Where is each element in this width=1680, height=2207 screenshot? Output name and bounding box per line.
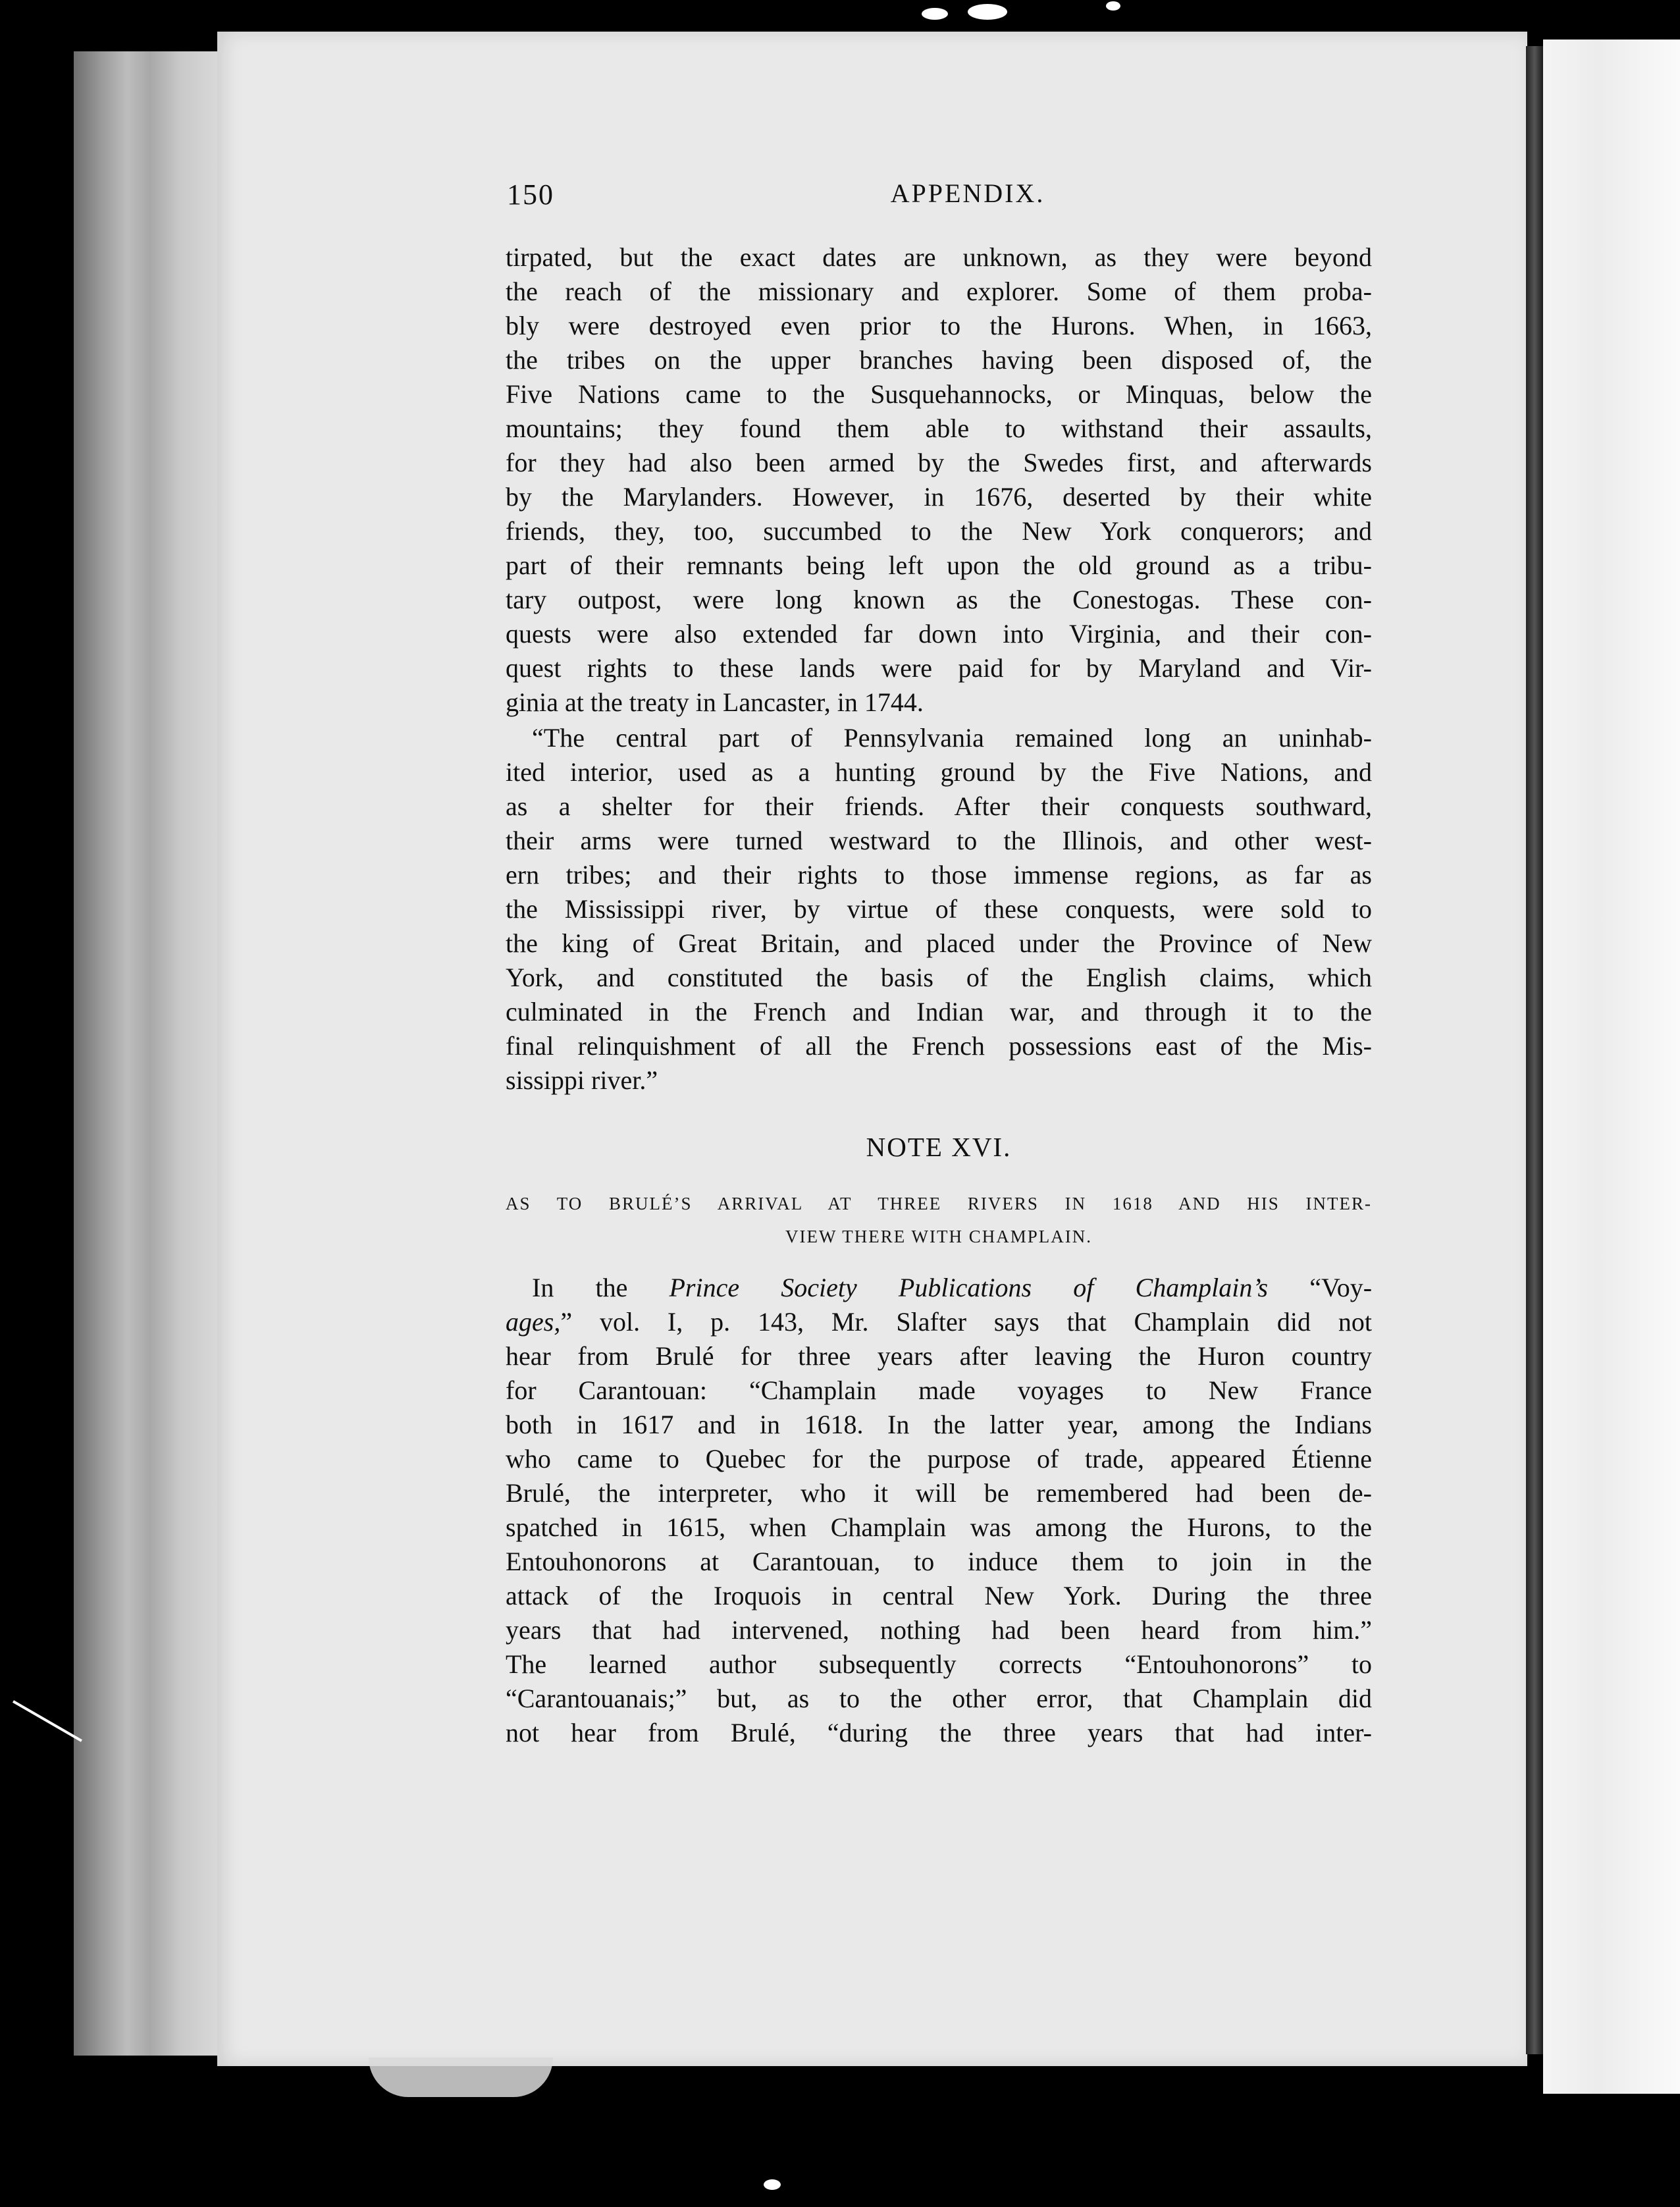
scan-mark <box>13 1700 82 1742</box>
page-curl <box>369 2058 553 2097</box>
text-line: for Carantouan: “Champlain made voyages to New France <box>506 1375 1372 1405</box>
text-line: ern tribes; and their rights to those immense regions, as far as <box>506 860 1372 890</box>
text-line: years that had intervened, nothing had been heard from him.” <box>506 1615 1372 1645</box>
text-line: “Carantouanais;” but, as to the other error, that Champlain did <box>506 1684 1372 1713</box>
book-title: Prince Society Publications of Champlain’s <box>669 1273 1269 1302</box>
text-line: the tribes on the upper branches having been disposed of, the <box>506 345 1372 375</box>
note-subtitle: VIEW THERE WITH CHAMPLAIN. <box>785 1227 1092 1246</box>
text-line: their arms were turned westward to the Illinois, and other west- <box>506 826 1372 855</box>
text-line: The learned author subsequently corrects “Entouhonorons” to <box>506 1649 1372 1679</box>
text-line: ited interior, used as a hunting ground by the Five Nations, and <box>506 757 1372 787</box>
text-line: York, and constituted the basis of the English claims, which <box>506 963 1372 992</box>
scan-speck <box>922 8 948 20</box>
text-line: Five Nations came to the Susquehannocks, or Minquas, below the <box>506 379 1372 409</box>
note-subtitle: AS TO BRULÉ’S ARRIVAL AT THREE RIVERS IN 1618 AND HIS INTER- <box>506 1194 1372 1213</box>
text-line: bly were destroyed even prior to the Hurons. When, in 1663, <box>506 311 1372 340</box>
text-line: for they had also been armed by the Swedes first, and afterwards <box>506 448 1372 477</box>
text-line: attack of the Iroquois in central New York. During the three <box>506 1581 1372 1610</box>
text-line: culminated in the French and Indian war, and through it to the <box>506 997 1372 1026</box>
text-line: hear from Brulé for three years after leaving the Huron country <box>506 1341 1372 1371</box>
text-line: as a shelter for their friends. After their conquests southward, <box>506 791 1372 821</box>
text-line: quests were also extended far down into Virginia, and their con- <box>506 619 1372 649</box>
running-head-title: APPENDIX. <box>890 178 1045 208</box>
text-line <box>532 1271 1372 1305</box>
text-line: Entouhonorons at Carantouan, to induce them to join in the <box>506 1547 1372 1576</box>
scan-speck <box>968 4 1007 20</box>
text-line: part of their remnants being left upon the old ground as a tribu- <box>506 550 1372 580</box>
text-line: tary outpost, were long known as the Conestogas. These con- <box>506 585 1372 614</box>
text-line: sissippi river.” <box>506 1065 658 1095</box>
gutter-shadow <box>1526 46 1543 2054</box>
text-line: Brulé, the interpreter, who it will be remembered had been de- <box>506 1478 1372 1508</box>
running-head <box>507 178 1376 217</box>
text-line: the reach of the missionary and explorer. Some of them proba- <box>506 277 1372 306</box>
text-line: not hear from Brulé, “during the three years that had inter- <box>506 1718 1372 1747</box>
text-line: “The central part of Pennsylvania remained long an uninhab- <box>532 723 1372 753</box>
scan-speck <box>764 2179 781 2190</box>
page-number: 150 <box>507 178 554 211</box>
book-page-edge <box>74 51 226 2056</box>
text-line: mountains; they found them able to withstand their assaults, <box>506 413 1372 443</box>
text-line: both in 1617 and in 1618. In the latter year, among the Indians <box>506 1410 1372 1439</box>
text-line: spatched in 1615, when Champlain was among the Hurons, to the <box>506 1512 1372 1542</box>
text-run: ” vol. I, p. 143, Mr. Slafter says that Champlain did not <box>560 1307 1372 1337</box>
text-run: “Voy- <box>1268 1273 1373 1302</box>
book-title: ages, <box>506 1307 561 1337</box>
text-line: the king of Great Britain, and placed under the Province of New <box>506 928 1372 958</box>
text-line: final relinquishment of all the French possessions east of the Mis- <box>506 1031 1372 1061</box>
scan-speck <box>1106 1 1120 11</box>
text-line: tirpated, but the exact dates are unknown, as they were beyond <box>506 242 1372 272</box>
text-line <box>506 1305 1372 1339</box>
text-line: friends, they, too, succumbed to the New York conquerors; and <box>506 516 1372 546</box>
text-run: In the <box>532 1273 669 1302</box>
text-line: by the Marylanders. However, in 1676, deserted by their white <box>506 482 1372 512</box>
text-line: the Mississippi river, by virtue of these conquests, were sold to <box>506 894 1372 924</box>
text-line: quest rights to these lands were paid for by Maryland and Vir- <box>506 653 1372 683</box>
note-title: NOTE XVI. <box>866 1132 1012 1162</box>
facing-page-strip <box>1543 40 1680 2094</box>
text-line: ginia at the treaty in Lancaster, in 1744. <box>506 687 924 717</box>
text-line: who came to Quebec for the purpose of trade, appeared Étienne <box>506 1444 1372 1474</box>
